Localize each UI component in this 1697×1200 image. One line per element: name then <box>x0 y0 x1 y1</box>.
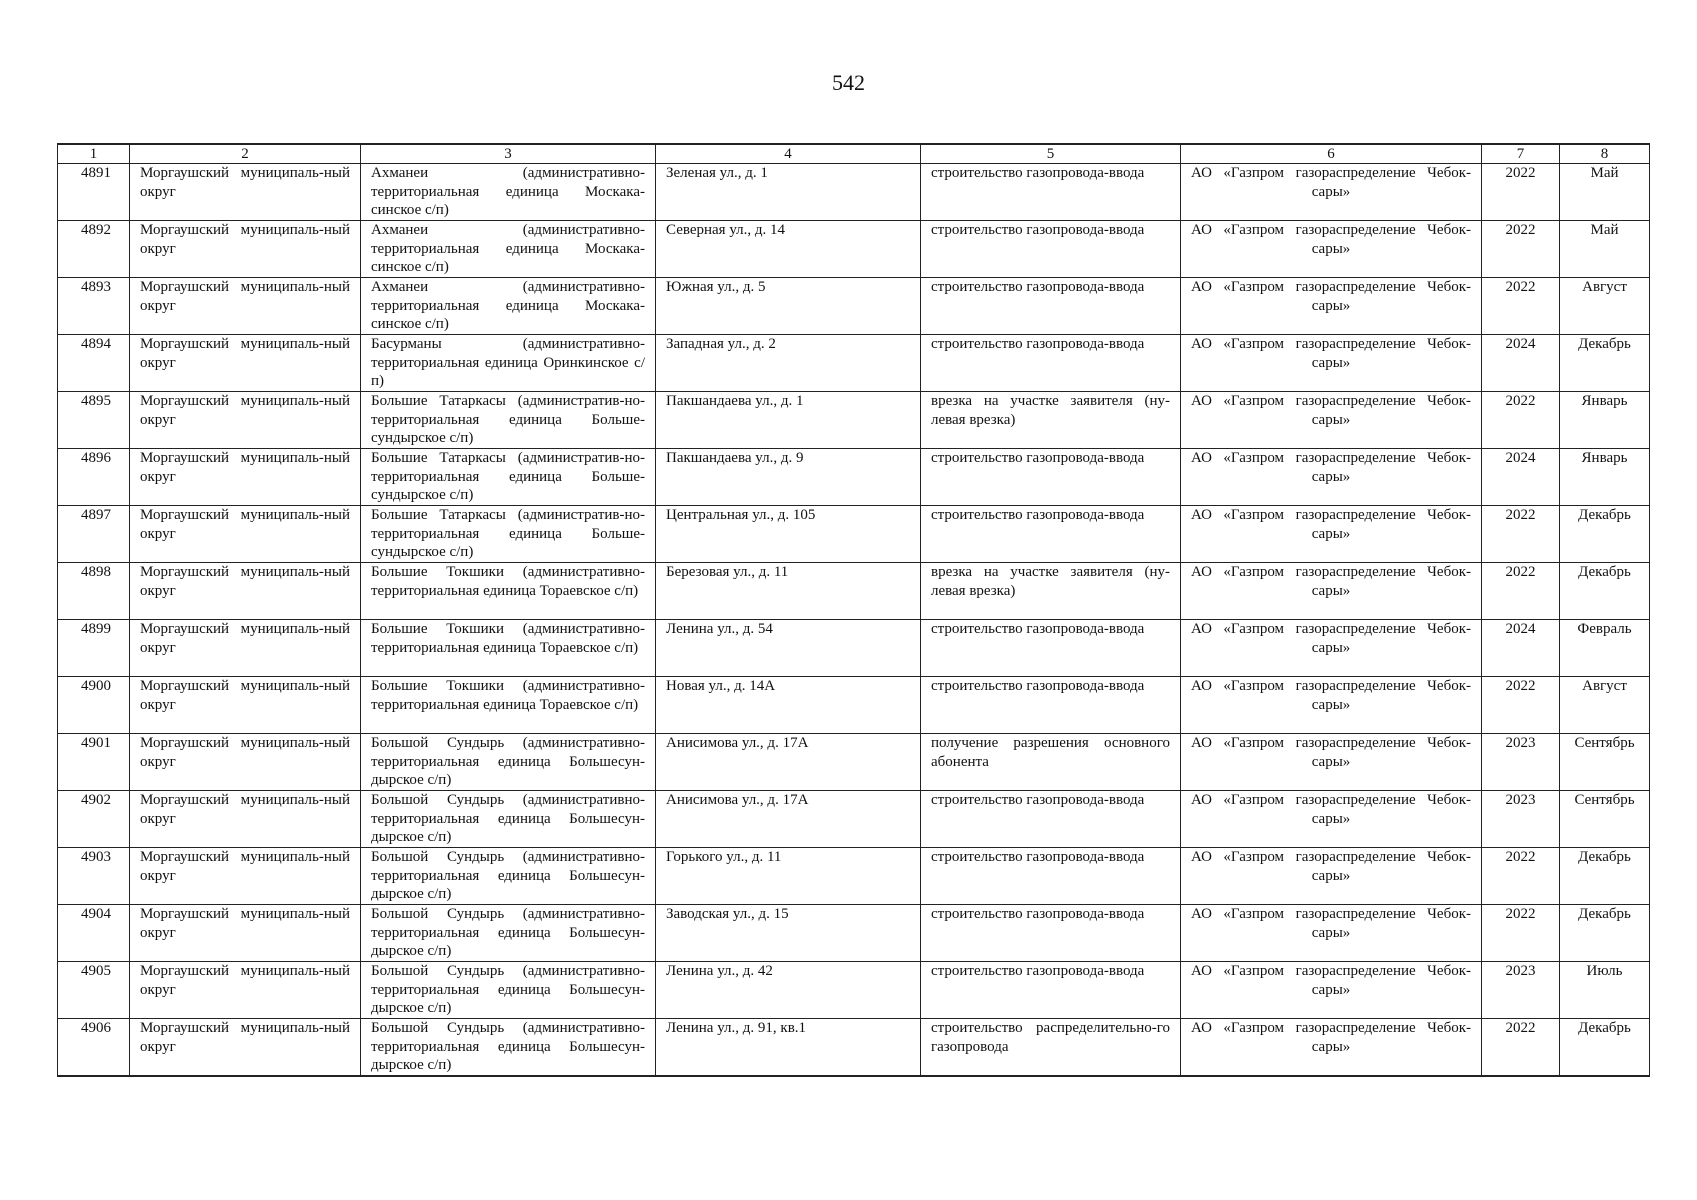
column-header: 1 <box>58 144 130 164</box>
year-cell: 2024 <box>1482 335 1560 392</box>
row-number: 4891 <box>58 164 130 221</box>
settlement-cell: Большой Сундырь (административно-территориальная единица Большесун-дырское с/п) <box>361 734 656 791</box>
row-number: 4905 <box>58 962 130 1019</box>
settlement-cell: Большие Токшики (административно-территориальная единица Тораевское с/п) <box>361 677 656 734</box>
address-cell: Пакшандаева ул., д. 1 <box>656 392 921 449</box>
month-cell: Декабрь <box>1560 848 1650 905</box>
organization-cell: АО «Газпром газораспределение Чебок-сары» <box>1181 791 1482 848</box>
district-cell: Моргаушский муниципаль-ный округ <box>130 449 361 506</box>
table-row <box>58 278 1650 335</box>
settlement-cell: Большие Татаркасы (административ-но-территориальная единица Больше-сундырское с/п) <box>361 449 656 506</box>
district-cell: Моргаушский муниципаль-ный округ <box>130 164 361 221</box>
organization-cell: АО «Газпром газораспределение Чебок-сары» <box>1181 335 1482 392</box>
district-cell: Моргаушский муниципаль-ный округ <box>130 677 361 734</box>
organization-cell: АО «Газпром газораспределение Чебок-сары» <box>1181 449 1482 506</box>
district-cell: Моргаушский муниципаль-ный округ <box>130 905 361 962</box>
district-cell: Моргаушский муниципаль-ный округ <box>130 563 361 620</box>
work-type-cell: строительство газопровода-ввода <box>921 677 1181 734</box>
address-cell: Березовая ул., д. 11 <box>656 563 921 620</box>
month-cell: Декабрь <box>1560 905 1650 962</box>
year-cell: 2022 <box>1482 164 1560 221</box>
organization-cell: АО «Газпром газораспределение Чебок-сары» <box>1181 1019 1482 1076</box>
organization-cell: АО «Газпром газораспределение Чебок-сары» <box>1181 506 1482 563</box>
month-cell: Январь <box>1560 449 1650 506</box>
row-number: 4900 <box>58 677 130 734</box>
work-type-cell: строительство газопровода-ввода <box>921 791 1181 848</box>
settlement-cell: Ахманеи (административно-территориальная единица Москака-синское с/п) <box>361 278 656 335</box>
table-body <box>58 164 1650 1076</box>
district-cell: Моргаушский муниципаль-ный округ <box>130 506 361 563</box>
organization-cell: АО «Газпром газораспределение Чебок-сары» <box>1181 962 1482 1019</box>
settlement-cell: Большой Сундырь (административно-территориальная единица Большесун-дырское с/п) <box>361 848 656 905</box>
table-row <box>58 449 1650 506</box>
year-cell: 2022 <box>1482 221 1560 278</box>
table-row <box>58 791 1650 848</box>
column-header: 2 <box>130 144 361 164</box>
month-cell: Май <box>1560 164 1650 221</box>
table-row <box>58 164 1650 221</box>
address-cell: Западная ул., д. 2 <box>656 335 921 392</box>
address-cell: Заводская ул., д. 15 <box>656 905 921 962</box>
page-number: 542 <box>832 70 865 95</box>
row-number: 4893 <box>58 278 130 335</box>
address-cell: Зеленая ул., д. 1 <box>656 164 921 221</box>
work-type-cell: строительство газопровода-ввода <box>921 905 1181 962</box>
month-cell: Декабрь <box>1560 1019 1650 1076</box>
address-cell: Южная ул., д. 5 <box>656 278 921 335</box>
district-cell: Моргаушский муниципаль-ный округ <box>130 620 361 677</box>
address-cell: Анисимова ул., д. 17А <box>656 734 921 791</box>
work-type-cell: строительство газопровода-ввода <box>921 164 1181 221</box>
organization-cell: АО «Газпром газораспределение Чебок-сары» <box>1181 677 1482 734</box>
row-number: 4896 <box>58 449 130 506</box>
organization-cell: АО «Газпром газораспределение Чебок-сары» <box>1181 278 1482 335</box>
month-cell: Январь <box>1560 392 1650 449</box>
table-row <box>58 677 1650 734</box>
table-row <box>58 392 1650 449</box>
row-number: 4895 <box>58 392 130 449</box>
settlement-cell: Ахманеи (административно-территориальная единица Москака-синское с/п) <box>361 221 656 278</box>
district-cell: Моргаушский муниципаль-ный округ <box>130 278 361 335</box>
year-cell: 2022 <box>1482 278 1560 335</box>
month-cell: Август <box>1560 677 1650 734</box>
settlement-cell: Большие Татаркасы (административ-но-территориальная единица Больше-сундырское с/п) <box>361 506 656 563</box>
table-row <box>58 506 1650 563</box>
year-cell: 2022 <box>1482 506 1560 563</box>
district-cell: Моргаушский муниципаль-ный округ <box>130 791 361 848</box>
address-cell: Анисимова ул., д. 17А <box>656 791 921 848</box>
table-row <box>58 734 1650 791</box>
organization-cell: АО «Газпром газораспределение Чебок-сары» <box>1181 563 1482 620</box>
settlement-cell: Большие Татаркасы (административ-но-территориальная единица Больше-сундырское с/п) <box>361 392 656 449</box>
address-cell: Ленина ул., д. 91, кв.1 <box>656 1019 921 1076</box>
column-header: 4 <box>656 144 921 164</box>
row-number: 4897 <box>58 506 130 563</box>
table-row <box>58 905 1650 962</box>
month-cell: Сентябрь <box>1560 734 1650 791</box>
row-number: 4899 <box>58 620 130 677</box>
month-cell: Сентябрь <box>1560 791 1650 848</box>
year-cell: 2022 <box>1482 677 1560 734</box>
month-cell: Декабрь <box>1560 335 1650 392</box>
address-cell: Новая ул., д. 14А <box>656 677 921 734</box>
organization-cell: АО «Газпром газораспределение Чебок-сары» <box>1181 221 1482 278</box>
organization-cell: АО «Газпром газораспределение Чебок-сары» <box>1181 734 1482 791</box>
work-type-cell: строительство газопровода-ввода <box>921 449 1181 506</box>
year-cell: 2023 <box>1482 962 1560 1019</box>
work-type-cell: строительство газопровода-ввода <box>921 848 1181 905</box>
year-cell: 2023 <box>1482 791 1560 848</box>
month-cell: Декабрь <box>1560 506 1650 563</box>
settlement-cell: Ахманеи (административно-территориальная единица Москака-синское с/п) <box>361 164 656 221</box>
work-type-cell: строительство газопровода-ввода <box>921 278 1181 335</box>
district-cell: Моргаушский муниципаль-ный округ <box>130 1019 361 1076</box>
row-number: 4894 <box>58 335 130 392</box>
table-row <box>58 848 1650 905</box>
registry-table <box>57 143 1650 1077</box>
organization-cell: АО «Газпром газораспределение Чебок-сары» <box>1181 164 1482 221</box>
work-type-cell: строительство газопровода-ввода <box>921 962 1181 1019</box>
row-number: 4904 <box>58 905 130 962</box>
settlement-cell: Большие Токшики (административно-территориальная единица Тораевское с/п) <box>361 620 656 677</box>
district-cell: Моргаушский муниципаль-ный округ <box>130 392 361 449</box>
organization-cell: АО «Газпром газораспределение Чебок-сары» <box>1181 620 1482 677</box>
district-cell: Моргаушский муниципаль-ный округ <box>130 962 361 1019</box>
year-cell: 2023 <box>1482 734 1560 791</box>
year-cell: 2024 <box>1482 449 1560 506</box>
work-type-cell: строительство газопровода-ввода <box>921 221 1181 278</box>
row-number: 4901 <box>58 734 130 791</box>
work-type-cell: врезка на участке заявителя (ну-левая врезка) <box>921 392 1181 449</box>
table-row <box>58 962 1650 1019</box>
month-cell: Июль <box>1560 962 1650 1019</box>
address-cell: Центральная ул., д. 105 <box>656 506 921 563</box>
column-header: 8 <box>1560 144 1650 164</box>
column-header: 7 <box>1482 144 1560 164</box>
district-cell: Моргаушский муниципаль-ный округ <box>130 221 361 278</box>
settlement-cell: Большой Сундырь (административно-территориальная единица Большесун-дырское с/п) <box>361 791 656 848</box>
address-cell: Пакшандаева ул., д. 9 <box>656 449 921 506</box>
work-type-cell: врезка на участке заявителя (ну-левая врезка) <box>921 563 1181 620</box>
work-type-cell: строительство распределительно-го газопровода <box>921 1019 1181 1076</box>
month-cell: Февраль <box>1560 620 1650 677</box>
address-cell: Северная ул., д. 14 <box>656 221 921 278</box>
district-cell: Моргаушский муниципаль-ный округ <box>130 734 361 791</box>
table-row <box>58 1019 1650 1076</box>
table-row <box>58 335 1650 392</box>
year-cell: 2022 <box>1482 392 1560 449</box>
settlement-cell: Большие Токшики (административно-территориальная единица Тораевское с/п) <box>361 563 656 620</box>
organization-cell: АО «Газпром газораспределение Чебок-сары» <box>1181 848 1482 905</box>
work-type-cell: получение разрешения основного абонента <box>921 734 1181 791</box>
month-cell: Август <box>1560 278 1650 335</box>
address-cell: Ленина ул., д. 42 <box>656 962 921 1019</box>
row-number: 4898 <box>58 563 130 620</box>
table-row <box>58 620 1650 677</box>
work-type-cell: строительство газопровода-ввода <box>921 335 1181 392</box>
address-cell: Ленина ул., д. 54 <box>656 620 921 677</box>
work-type-cell: строительство газопровода-ввода <box>921 620 1181 677</box>
table-row <box>58 563 1650 620</box>
table-header <box>58 144 1650 164</box>
work-type-cell: строительство газопровода-ввода <box>921 506 1181 563</box>
settlement-cell: Басурманы (административно-территориальная единица Оринкинское с/п) <box>361 335 656 392</box>
settlement-cell: Большой Сундырь (административно-территориальная единица Большесун-дырское с/п) <box>361 1019 656 1076</box>
settlement-cell: Большой Сундырь (административно-территориальная единица Большесун-дырское с/п) <box>361 905 656 962</box>
column-header: 3 <box>361 144 656 164</box>
organization-cell: АО «Газпром газораспределение Чебок-сары» <box>1181 392 1482 449</box>
header-row <box>58 144 1650 164</box>
year-cell: 2022 <box>1482 905 1560 962</box>
row-number: 4902 <box>58 791 130 848</box>
organization-cell: АО «Газпром газораспределение Чебок-сары» <box>1181 905 1482 962</box>
year-cell: 2022 <box>1482 1019 1560 1076</box>
row-number: 4892 <box>58 221 130 278</box>
month-cell: Май <box>1560 221 1650 278</box>
year-cell: 2022 <box>1482 563 1560 620</box>
column-header: 5 <box>921 144 1181 164</box>
address-cell: Горького ул., д. 11 <box>656 848 921 905</box>
table-row <box>58 221 1650 278</box>
column-header: 6 <box>1181 144 1482 164</box>
district-cell: Моргаушский муниципаль-ный округ <box>130 848 361 905</box>
month-cell: Декабрь <box>1560 563 1650 620</box>
row-number: 4903 <box>58 848 130 905</box>
district-cell: Моргаушский муниципаль-ный округ <box>130 335 361 392</box>
row-number: 4906 <box>58 1019 130 1076</box>
year-cell: 2022 <box>1482 848 1560 905</box>
settlement-cell: Большой Сундырь (административно-территориальная единица Большесун-дырское с/п) <box>361 962 656 1019</box>
year-cell: 2024 <box>1482 620 1560 677</box>
